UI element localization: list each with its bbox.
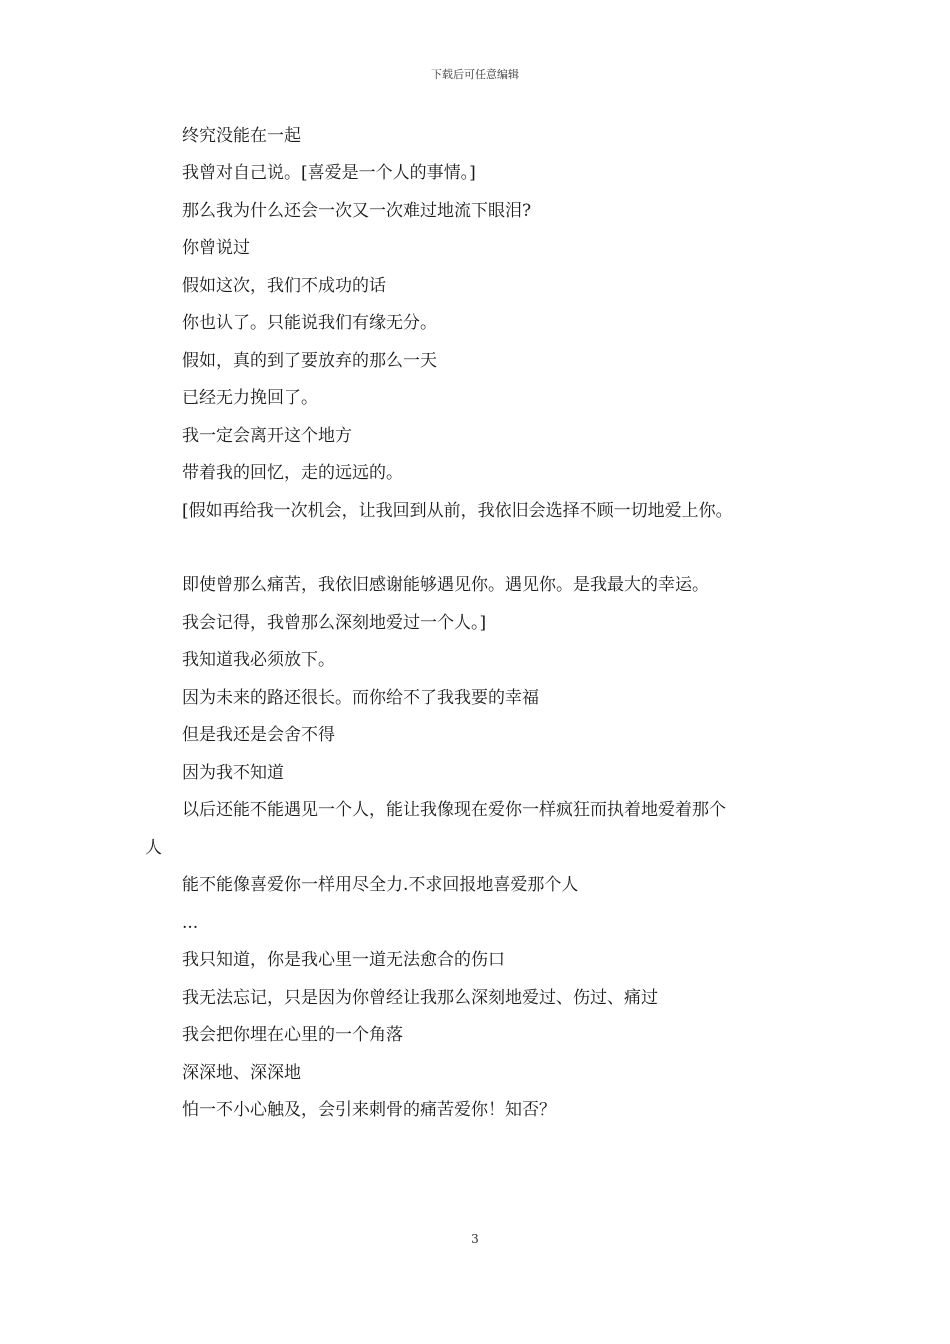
text-line: 带着我的回忆，走的远远的。 bbox=[182, 463, 403, 483]
text-line: 假如，真的到了要放弃的那么一天 bbox=[182, 351, 437, 371]
text-line: 我会把你埋在心里的一个角落 bbox=[182, 1025, 403, 1045]
text-line: 即使曾那么痛苦，我依旧感谢能够遇见你。遇见你。是我最大的幸运。 bbox=[182, 575, 709, 595]
text-line: 以后还能不能遇见一个人，能让我像现在爱你一样疯狂而执着地爱着那个 bbox=[182, 800, 726, 820]
text-line: 我知道我必须放下。 bbox=[182, 650, 335, 670]
text-line: 假如这次，我们不成功的话 bbox=[182, 276, 386, 296]
text-line: ... bbox=[182, 913, 199, 933]
text-line: 怕一不小心触及，会引来刺骨的痛苦爱你！知否？ bbox=[182, 1100, 556, 1120]
text-line: 那么我为什么还会一次又一次难过地流下眼泪? bbox=[182, 201, 532, 221]
text-line: 你曾说过 bbox=[182, 238, 250, 258]
text-line: 我只知道，你是我心里一道无法愈合的伤口 bbox=[182, 950, 505, 970]
text-line: 能不能像喜爱你一样用尽全力.不求回报地喜爱那个人 bbox=[182, 875, 579, 895]
text-line: 因为我不知道 bbox=[182, 763, 284, 783]
text-line: 你也认了。只能说我们有缘无分。 bbox=[182, 313, 437, 333]
text-line: 我无法忘记，只是因为你曾经让我那么深刻地爱过、伤过、痛过 bbox=[182, 988, 658, 1008]
text-line: 我一定会离开这个地方 bbox=[182, 426, 352, 446]
text-line: 但是我还是会舍不得 bbox=[182, 725, 335, 745]
text-line: [假如再给我一次机会，让我回到从前，我依旧会选择不顾一切地爱上你。 bbox=[182, 501, 733, 521]
text-line: 我会记得，我曾那么深刻地爱过一个人。] bbox=[182, 613, 487, 633]
text-line: 已经无力挽回了。 bbox=[182, 388, 318, 408]
text-line-wrap: 人 bbox=[145, 838, 162, 858]
text-line: 终究没能在一起 bbox=[182, 126, 301, 146]
text-line: 深深地、深深地 bbox=[182, 1063, 301, 1083]
page-header: 下载后可任意编辑 bbox=[431, 68, 519, 81]
text-line: 因为未来的路还很长。而你给不了我我要的幸福 bbox=[182, 688, 539, 708]
text-line: 我曾对自己说。[喜爱是一个人的事情。] bbox=[182, 163, 476, 183]
page-number: 3 bbox=[471, 1232, 479, 1246]
